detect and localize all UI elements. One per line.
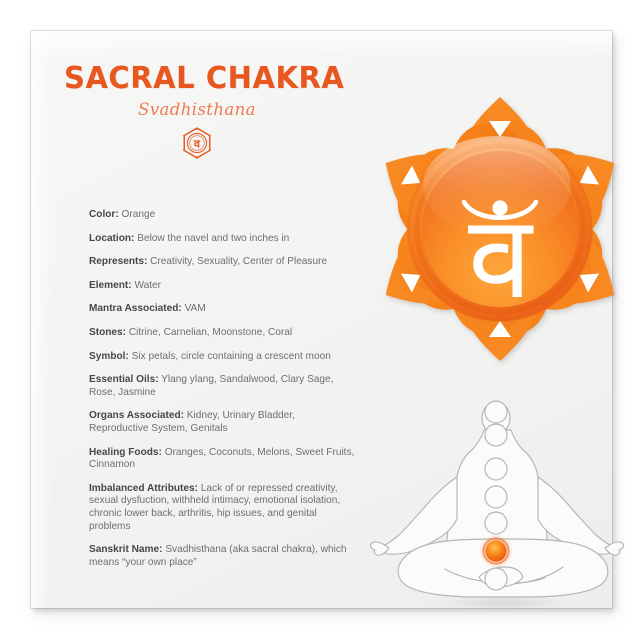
attribute-value: VAM (184, 303, 206, 315)
attribute-label: Mantra Associated: (89, 303, 182, 315)
attribute-value: Kidney, Urinary Bladder, Reproductive System, Genitals (89, 410, 295, 434)
sheet-highlight-top (31, 31, 612, 57)
attribute-value: Lack of or repressed creativity, sexual dysfuction, withheld intimacy, emotional isolation, chronic lower back, arthritis, hip issues, and genital problems (89, 482, 341, 532)
chakra-point-throat (485, 458, 507, 480)
photo-print-sheet (31, 31, 612, 608)
page-subtitle: Svadhisthana (138, 99, 256, 119)
svg-text:व: व (193, 137, 201, 151)
attribute-label: Color: (89, 209, 119, 220)
attribute-label: Essential Oils: (89, 374, 159, 386)
attribute-row-healing-foods (89, 447, 355, 472)
attribute-value: Ylang ylang, Sandalwood, Clary Sage, Rose, Jasmine (89, 374, 334, 398)
sheet-highlight-left (31, 31, 53, 608)
attribute-label: Symbol: (89, 350, 129, 362)
attribute-value: Orange (121, 209, 156, 220)
attribute-row-mantra (89, 303, 355, 316)
attribute-label: Sanskrit Name: (89, 544, 163, 556)
chakra-seal-icon (180, 126, 214, 160)
attribute-label: Imbalanced Attributes: (89, 482, 198, 494)
meditating-figure-illustration (367, 399, 639, 621)
attribute-row-essential-oils (89, 374, 355, 399)
chakra-point-heart (485, 486, 507, 508)
attribute-row-organs (89, 410, 355, 435)
chakra-point-crown (485, 401, 507, 423)
attribute-row-symbol (89, 351, 355, 364)
attribute-label: Location: (89, 232, 135, 244)
attribute-value: Citrine, Carnelian, Moonstone, Coral (128, 326, 293, 338)
attribute-label: Healing Foods: (89, 446, 162, 458)
attribute-value: Creativity, Sexuality, Center of Pleasure (150, 256, 328, 268)
attribute-label: Organs Associated: (89, 410, 184, 422)
attribute-row-color (89, 209, 355, 222)
attribute-row-represents (89, 256, 355, 269)
attribute-row-imbalanced (89, 483, 355, 533)
chakra-point-solar-plexus (485, 512, 507, 534)
chakra-point-sacral-highlighted (479, 534, 513, 568)
attribute-value: Six petals, circle containing a crescent moon (131, 350, 331, 362)
sacral-chakra-lotus-icon (364, 83, 636, 367)
chakra-point-root (485, 568, 507, 590)
attribute-row-element (89, 280, 355, 293)
attribute-value: Svadhisthana (aka sacral chakra), which means “your own place” (89, 544, 347, 568)
chakra-point-third-eye (485, 424, 507, 446)
attribute-value: Water (134, 279, 161, 291)
attribute-row-sanskrit-name (89, 544, 355, 569)
poster-header (57, 61, 345, 160)
attribute-label: Represents: (89, 256, 148, 268)
page-title: SACRAL CHAKRA (64, 61, 345, 96)
attribute-value: Oranges, Coconuts, Melons, Sweet Fruits, Cinnamon (89, 446, 355, 471)
chakra-attribute-list (89, 209, 355, 580)
seed-syllable-glyph: व (468, 191, 532, 325)
attribute-row-stones (89, 327, 355, 340)
attribute-value: Below the navel and two inches in (137, 232, 290, 244)
attribute-label: Element: (89, 279, 132, 291)
attribute-label: Stones: (89, 326, 127, 338)
attribute-row-location (89, 233, 355, 246)
